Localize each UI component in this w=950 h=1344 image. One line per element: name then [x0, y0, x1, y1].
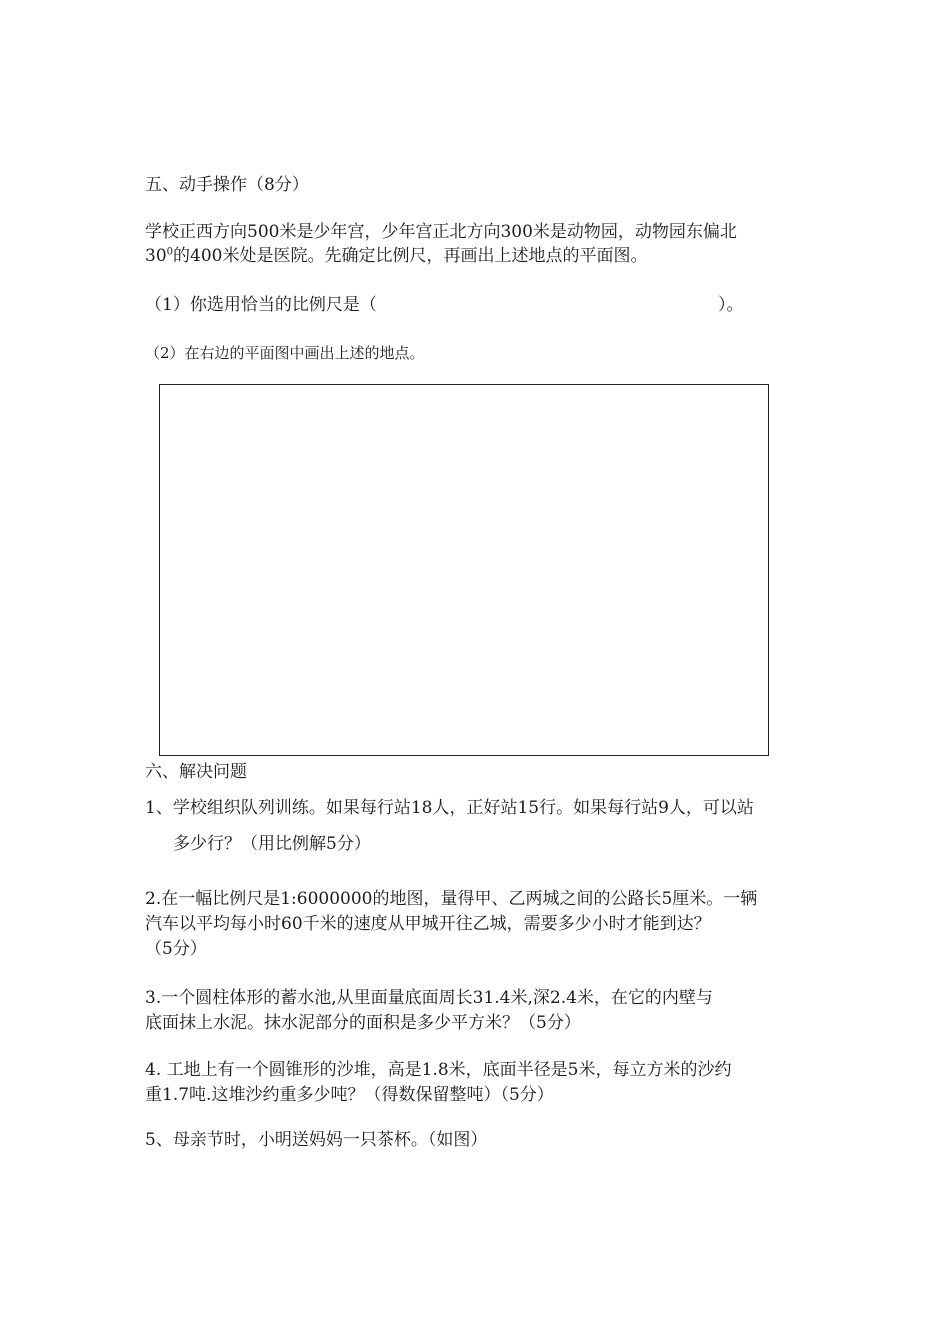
- degree-mark: 0: [166, 246, 174, 258]
- section-6-heading: 六、解决问题: [145, 762, 247, 782]
- problem-3-line-2: 底面抹上水泥。抹水泥部分的面积是多少平方米？（5分）: [145, 1013, 581, 1033]
- problem-2-line-2: 汽车以平均每小时60千米的速度从甲城开往乙城，需要多少小时才能到达？: [145, 914, 711, 934]
- problem-2-line-1: 2.在一幅比例尺是1:6000000的地图，量得甲、乙两城之间的公路长5厘米。一辆: [145, 889, 758, 909]
- problem-text-line-2: [145, 245, 647, 267]
- problem-1-line-2: 多少行？（用比例解5分）: [173, 834, 371, 854]
- problem-4-line-1: 4. 工地上有一个圆锥形的沙堆，高是1.8米，底面半径是5米，每立方米的沙约: [145, 1060, 732, 1080]
- problem-2-line-3: （5分）: [145, 939, 207, 959]
- problem-5-line-1: 5、母亲节时，小明送妈妈一只茶杯。（如图）: [145, 1130, 488, 1150]
- question-1-prefix: （1）你选用恰当的比例尺是（: [145, 295, 377, 315]
- angle-value: 30: [145, 246, 167, 266]
- problem-3-line-1: 3.一个圆柱体形的蓄水池,从里面量底面周长31.4米,深2.4米，在它的内壁与: [145, 988, 713, 1008]
- question-1-suffix: ）。: [718, 295, 744, 315]
- section-5-heading: 五、动手操作（8分）: [145, 175, 309, 195]
- problem-text-line-1: 学校正西方向500米是少年宫，少年宫正北方向300米是动物园，动物园东偏北: [145, 222, 737, 242]
- drawing-area-box[interactable]: [159, 384, 769, 756]
- problem-4-line-2: 重1.7吨.这堆沙约重多少吨？（得数保留整吨）（5分）: [145, 1085, 554, 1105]
- problem-text-line-2-rest: 的400米处是医院。先确定比例尺，再画出上述地点的平面图。: [173, 246, 648, 266]
- question-2: （2）在右边的平面图中画出上述的地点。: [145, 344, 425, 362]
- problem-1-line-1: 1、学校组织队列训练。如果每行站18人，正好站15行。如果每行站9人，可以站: [145, 798, 754, 818]
